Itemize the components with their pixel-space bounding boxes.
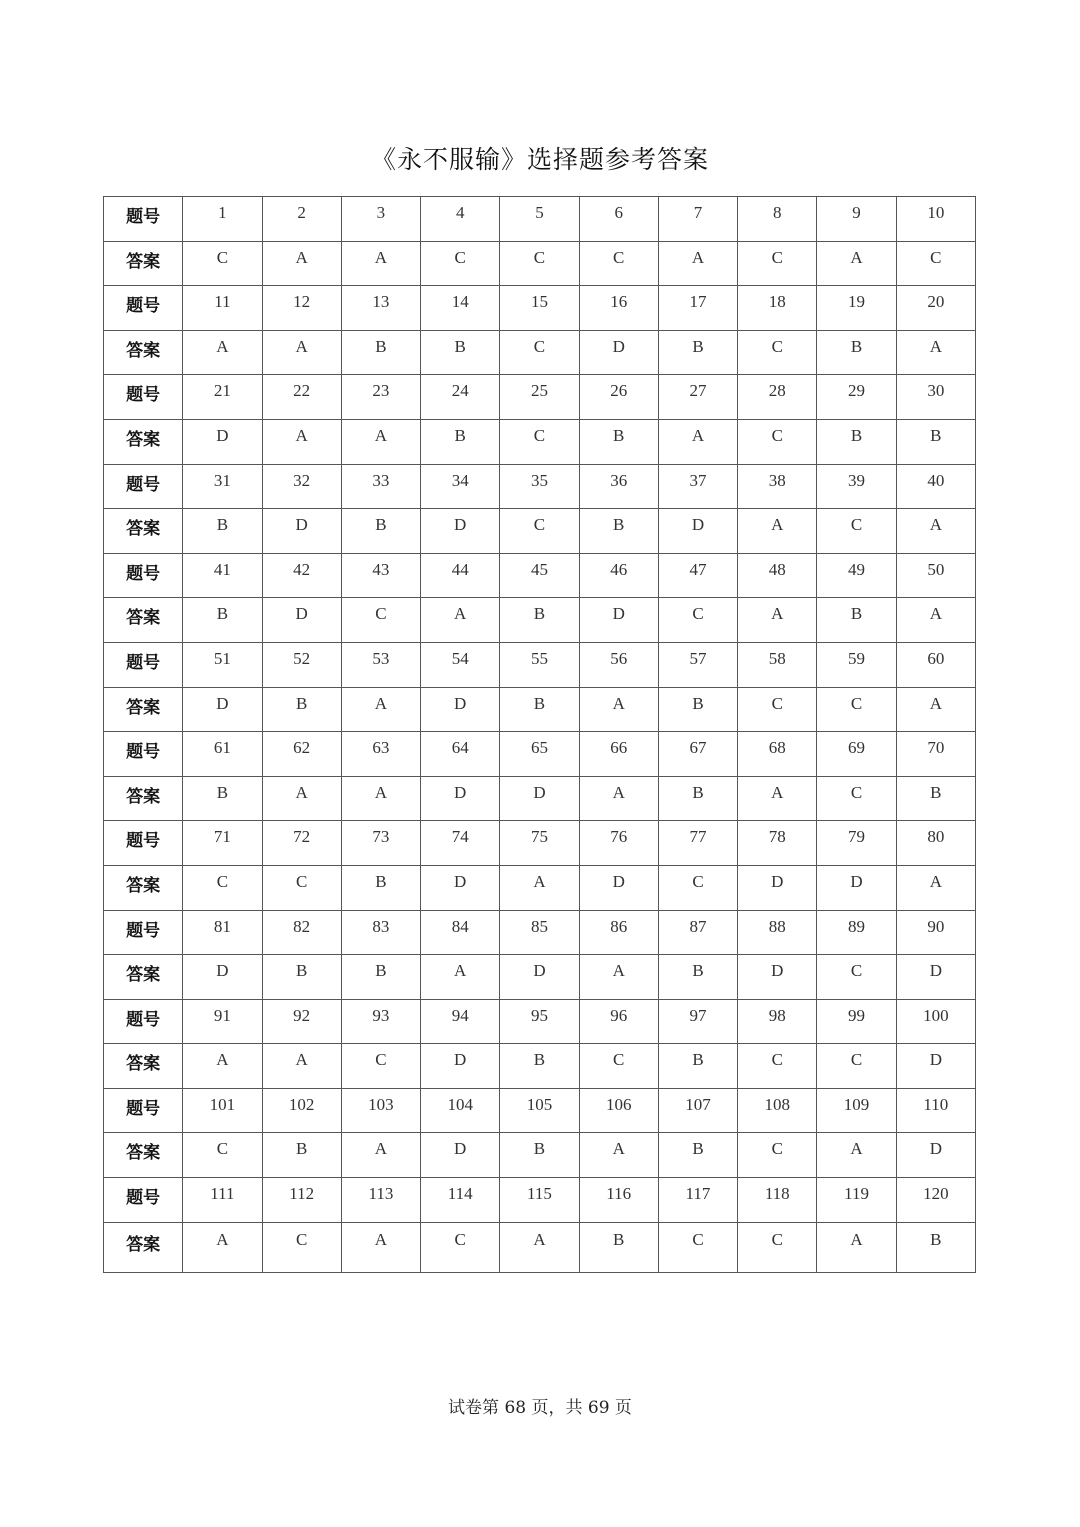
answer-cell: A (183, 330, 262, 375)
question-number-cell: 79 (817, 821, 896, 866)
question-number-cell: 84 (421, 910, 500, 955)
answer-cell: A (183, 1222, 262, 1272)
question-number-cell: 102 (262, 1088, 341, 1133)
question-number-cell: 1 (183, 197, 262, 242)
answer-cell: C (262, 865, 341, 910)
answer-cell: B (500, 687, 579, 732)
question-number-row (104, 553, 976, 598)
question-number-cell: 34 (421, 464, 500, 509)
answer-cell: A (579, 687, 658, 732)
answer-cell: A (421, 955, 500, 1000)
question-number-cell: 90 (896, 910, 975, 955)
question-number-cell: 119 (817, 1178, 896, 1223)
question-number-cell: 3 (341, 197, 420, 242)
answer-cell: A (896, 865, 975, 910)
answer-cell: A (341, 419, 420, 464)
question-number-cell: 73 (341, 821, 420, 866)
answer-cell: D (183, 955, 262, 1000)
question-number-cell: 47 (658, 553, 737, 598)
question-number-label: 题号 (104, 821, 183, 866)
answer-cell: C (500, 330, 579, 375)
question-number-cell: 76 (579, 821, 658, 866)
question-number-cell: 53 (341, 642, 420, 687)
question-number-cell: 29 (817, 375, 896, 420)
question-number-row (104, 821, 976, 866)
question-number-cell: 17 (658, 286, 737, 331)
question-number-cell: 95 (500, 999, 579, 1044)
question-number-cell: 111 (183, 1178, 262, 1223)
answer-cell: B (817, 419, 896, 464)
answer-cell: D (738, 865, 817, 910)
answer-cell: B (896, 776, 975, 821)
answer-label: 答案 (104, 419, 183, 464)
question-number-cell: 77 (658, 821, 737, 866)
question-number-row (104, 999, 976, 1044)
answer-cell: C (817, 1044, 896, 1089)
answer-cell: D (183, 419, 262, 464)
question-number-label: 题号 (104, 286, 183, 331)
answer-cell: B (817, 598, 896, 643)
question-number-cell: 28 (738, 375, 817, 420)
question-number-cell: 116 (579, 1178, 658, 1223)
question-number-cell: 42 (262, 553, 341, 598)
answer-cell: A (658, 419, 737, 464)
question-number-cell: 70 (896, 732, 975, 777)
question-number-cell: 2 (262, 197, 341, 242)
page-footer: 试卷第 68 页，共 69 页 (448, 1398, 632, 1418)
answer-label: 答案 (104, 509, 183, 554)
question-number-label: 题号 (104, 553, 183, 598)
question-number-cell: 114 (421, 1178, 500, 1223)
answer-cell: C (579, 241, 658, 286)
answer-cell: B (500, 1044, 579, 1089)
question-number-cell: 25 (500, 375, 579, 420)
question-number-cell: 27 (658, 375, 737, 420)
answer-cell: C (183, 865, 262, 910)
answer-cell: C (658, 1222, 737, 1272)
answer-cell: B (658, 1044, 737, 1089)
answer-cell: B (658, 330, 737, 375)
answer-label: 答案 (104, 1044, 183, 1089)
question-number-cell: 113 (341, 1178, 420, 1223)
answer-cell: B (896, 1222, 975, 1272)
answer-cell: A (896, 330, 975, 375)
question-number-cell: 46 (579, 553, 658, 598)
answer-cell: A (262, 241, 341, 286)
answer-label: 答案 (104, 955, 183, 1000)
answer-cell: C (738, 687, 817, 732)
answer-cell: D (579, 865, 658, 910)
answer-cell: C (341, 598, 420, 643)
answer-cell: C (341, 1044, 420, 1089)
answer-cell: D (658, 509, 737, 554)
question-number-cell: 9 (817, 197, 896, 242)
question-number-cell: 52 (262, 642, 341, 687)
question-number-cell: 82 (262, 910, 341, 955)
question-number-cell: 105 (500, 1088, 579, 1133)
answer-cell: D (738, 955, 817, 1000)
question-number-cell: 78 (738, 821, 817, 866)
answer-cell: A (817, 1222, 896, 1272)
answer-cell: A (262, 419, 341, 464)
answer-cell: B (817, 330, 896, 375)
question-number-cell: 56 (579, 642, 658, 687)
question-number-cell: 54 (421, 642, 500, 687)
answer-cell: A (817, 1133, 896, 1178)
answer-cell: A (896, 509, 975, 554)
question-number-cell: 20 (896, 286, 975, 331)
answer-cell: C (658, 598, 737, 643)
answer-cell: C (738, 1222, 817, 1272)
answer-cell: D (262, 598, 341, 643)
answer-cell: C (817, 776, 896, 821)
answer-cell: B (341, 330, 420, 375)
question-number-cell: 112 (262, 1178, 341, 1223)
answer-cell: C (183, 1133, 262, 1178)
answer-cell: B (579, 419, 658, 464)
question-number-cell: 103 (341, 1088, 420, 1133)
answer-cell: A (896, 598, 975, 643)
answer-cell: C (738, 1044, 817, 1089)
question-number-cell: 108 (738, 1088, 817, 1133)
answer-cell: C (421, 1222, 500, 1272)
question-number-cell: 4 (421, 197, 500, 242)
answer-row (104, 1133, 976, 1178)
answer-cell: C (500, 509, 579, 554)
question-number-cell: 67 (658, 732, 737, 777)
question-number-cell: 85 (500, 910, 579, 955)
question-number-row (104, 732, 976, 777)
answer-cell: D (421, 865, 500, 910)
question-number-row (104, 375, 976, 420)
answer-label: 答案 (104, 865, 183, 910)
question-number-cell: 31 (183, 464, 262, 509)
answer-cell: B (341, 509, 420, 554)
question-number-cell: 62 (262, 732, 341, 777)
answer-cell: C (500, 241, 579, 286)
question-number-cell: 6 (579, 197, 658, 242)
question-number-cell: 87 (658, 910, 737, 955)
answer-cell: A (341, 687, 420, 732)
question-number-cell: 57 (658, 642, 737, 687)
answer-cell: D (817, 865, 896, 910)
question-number-label: 题号 (104, 1088, 183, 1133)
answer-cell: B (421, 330, 500, 375)
question-number-cell: 97 (658, 999, 737, 1044)
question-number-cell: 120 (896, 1178, 975, 1223)
answer-cell: C (738, 241, 817, 286)
answer-cell: A (579, 776, 658, 821)
question-number-row (104, 1178, 976, 1223)
question-number-cell: 93 (341, 999, 420, 1044)
question-number-cell: 101 (183, 1088, 262, 1133)
question-number-cell: 39 (817, 464, 896, 509)
answer-cell: A (341, 1133, 420, 1178)
question-number-cell: 89 (817, 910, 896, 955)
answer-cell: A (341, 241, 420, 286)
answer-cell: A (500, 865, 579, 910)
question-number-cell: 92 (262, 999, 341, 1044)
answer-cell: A (738, 509, 817, 554)
question-number-cell: 15 (500, 286, 579, 331)
answer-row (104, 1044, 976, 1089)
answer-cell: C (896, 241, 975, 286)
answer-cell: C (738, 330, 817, 375)
question-number-cell: 64 (421, 732, 500, 777)
question-number-cell: 13 (341, 286, 420, 331)
answer-cell: A (500, 1222, 579, 1272)
answer-cell: A (262, 330, 341, 375)
answer-cell: A (183, 1044, 262, 1089)
answer-cell: A (817, 241, 896, 286)
question-number-cell: 16 (579, 286, 658, 331)
answer-cell: B (183, 776, 262, 821)
question-number-cell: 45 (500, 553, 579, 598)
question-number-cell: 69 (817, 732, 896, 777)
question-number-cell: 107 (658, 1088, 737, 1133)
answer-cell: D (421, 1133, 500, 1178)
answer-label: 答案 (104, 241, 183, 286)
answer-cell: D (500, 776, 579, 821)
answer-cell: D (579, 330, 658, 375)
question-number-cell: 88 (738, 910, 817, 955)
answer-row (104, 330, 976, 375)
answer-cell: B (262, 955, 341, 1000)
question-number-cell: 22 (262, 375, 341, 420)
question-number-cell: 104 (421, 1088, 500, 1133)
question-number-cell: 66 (579, 732, 658, 777)
answer-cell: B (896, 419, 975, 464)
question-number-cell: 99 (817, 999, 896, 1044)
answer-cell: D (262, 509, 341, 554)
answer-cell: B (183, 509, 262, 554)
answer-cell: A (262, 776, 341, 821)
question-number-cell: 86 (579, 910, 658, 955)
answer-cell: B (262, 687, 341, 732)
answer-cell: A (738, 776, 817, 821)
question-number-cell: 44 (421, 553, 500, 598)
question-number-cell: 117 (658, 1178, 737, 1223)
question-number-cell: 72 (262, 821, 341, 866)
question-number-cell: 32 (262, 464, 341, 509)
answer-label: 答案 (104, 1133, 183, 1178)
question-number-cell: 48 (738, 553, 817, 598)
question-number-cell: 19 (817, 286, 896, 331)
question-number-cell: 109 (817, 1088, 896, 1133)
answer-row (104, 776, 976, 821)
answer-cell: B (421, 419, 500, 464)
question-number-cell: 71 (183, 821, 262, 866)
question-number-cell: 80 (896, 821, 975, 866)
answer-cell: C (262, 1222, 341, 1272)
question-number-cell: 5 (500, 197, 579, 242)
answer-cell: B (341, 865, 420, 910)
answer-cell: D (896, 1044, 975, 1089)
answer-cell: B (341, 955, 420, 1000)
answer-cell: C (183, 241, 262, 286)
answer-row (104, 241, 976, 286)
question-number-row (104, 464, 976, 509)
question-number-row (104, 197, 976, 242)
question-number-cell: 61 (183, 732, 262, 777)
answer-cell: B (658, 687, 737, 732)
answer-cell: A (658, 241, 737, 286)
answer-row (104, 955, 976, 1000)
answer-label: 答案 (104, 776, 183, 821)
answer-cell: C (817, 687, 896, 732)
question-number-cell: 100 (896, 999, 975, 1044)
question-number-cell: 59 (817, 642, 896, 687)
question-number-cell: 37 (658, 464, 737, 509)
question-number-row (104, 910, 976, 955)
answer-cell: C (421, 241, 500, 286)
answer-cell: D (896, 1133, 975, 1178)
question-number-cell: 10 (896, 197, 975, 242)
question-number-cell: 43 (341, 553, 420, 598)
answer-cell: B (183, 598, 262, 643)
answer-cell: D (183, 687, 262, 732)
answer-cell: B (579, 1222, 658, 1272)
answer-cell: B (658, 1133, 737, 1178)
question-number-cell: 35 (500, 464, 579, 509)
answer-label: 答案 (104, 330, 183, 375)
question-number-cell: 11 (183, 286, 262, 331)
answer-cell: A (341, 1222, 420, 1272)
question-number-cell: 55 (500, 642, 579, 687)
answer-cell: D (579, 598, 658, 643)
question-number-cell: 118 (738, 1178, 817, 1223)
question-number-cell: 106 (579, 1088, 658, 1133)
question-number-cell: 50 (896, 553, 975, 598)
question-number-cell: 75 (500, 821, 579, 866)
answer-cell: C (579, 1044, 658, 1089)
question-number-row (104, 1088, 976, 1133)
answer-cell: C (500, 419, 579, 464)
question-number-cell: 24 (421, 375, 500, 420)
answer-label: 答案 (104, 598, 183, 643)
question-number-label: 题号 (104, 642, 183, 687)
answer-cell: A (579, 1133, 658, 1178)
question-number-cell: 38 (738, 464, 817, 509)
answer-table (103, 196, 976, 1273)
question-number-cell: 60 (896, 642, 975, 687)
answer-cell: C (817, 509, 896, 554)
answer-cell: C (658, 865, 737, 910)
question-number-cell: 30 (896, 375, 975, 420)
answer-cell: C (738, 1133, 817, 1178)
question-number-cell: 33 (341, 464, 420, 509)
answer-cell: A (262, 1044, 341, 1089)
question-number-cell: 40 (896, 464, 975, 509)
question-number-cell: 21 (183, 375, 262, 420)
answer-cell: D (421, 776, 500, 821)
question-number-cell: 23 (341, 375, 420, 420)
answer-row (104, 598, 976, 643)
answer-cell: D (421, 1044, 500, 1089)
answer-cell: A (341, 776, 420, 821)
question-number-cell: 68 (738, 732, 817, 777)
answer-cell: A (738, 598, 817, 643)
answer-cell: B (579, 509, 658, 554)
question-number-cell: 18 (738, 286, 817, 331)
answer-cell: B (658, 955, 737, 1000)
answer-cell: C (817, 955, 896, 1000)
question-number-cell: 49 (817, 553, 896, 598)
question-number-cell: 8 (738, 197, 817, 242)
answer-cell: A (579, 955, 658, 1000)
question-number-row (104, 642, 976, 687)
page-title: 《永不服输》选择题参考答案 (370, 145, 709, 174)
answer-row (104, 509, 976, 554)
question-number-label: 题号 (104, 375, 183, 420)
question-number-label: 题号 (104, 197, 183, 242)
question-number-cell: 41 (183, 553, 262, 598)
answer-row (104, 419, 976, 464)
answer-row (104, 687, 976, 732)
question-number-cell: 110 (896, 1088, 975, 1133)
answer-cell: B (262, 1133, 341, 1178)
answer-cell: D (421, 687, 500, 732)
question-number-cell: 14 (421, 286, 500, 331)
question-number-cell: 63 (341, 732, 420, 777)
question-number-label: 题号 (104, 910, 183, 955)
answer-label: 答案 (104, 1222, 183, 1272)
question-number-cell: 12 (262, 286, 341, 331)
question-number-label: 题号 (104, 999, 183, 1044)
question-number-cell: 58 (738, 642, 817, 687)
question-number-cell: 96 (579, 999, 658, 1044)
answer-cell: B (500, 598, 579, 643)
question-number-cell: 81 (183, 910, 262, 955)
answer-cell: C (738, 419, 817, 464)
answer-row (104, 865, 976, 910)
question-number-cell: 65 (500, 732, 579, 777)
answer-row (104, 1222, 976, 1272)
question-number-label: 题号 (104, 464, 183, 509)
answer-cell: A (421, 598, 500, 643)
answer-cell: D (500, 955, 579, 1000)
question-number-label: 题号 (104, 732, 183, 777)
question-number-row (104, 286, 976, 331)
answer-cell: D (421, 509, 500, 554)
answer-label: 答案 (104, 687, 183, 732)
question-number-cell: 83 (341, 910, 420, 955)
answer-cell: B (500, 1133, 579, 1178)
question-number-cell: 98 (738, 999, 817, 1044)
question-number-label: 题号 (104, 1178, 183, 1223)
answer-cell: D (896, 955, 975, 1000)
question-number-cell: 51 (183, 642, 262, 687)
question-number-cell: 91 (183, 999, 262, 1044)
question-number-cell: 115 (500, 1178, 579, 1223)
answer-cell: A (896, 687, 975, 732)
question-number-cell: 94 (421, 999, 500, 1044)
question-number-cell: 26 (579, 375, 658, 420)
question-number-cell: 36 (579, 464, 658, 509)
answer-cell: B (658, 776, 737, 821)
question-number-cell: 74 (421, 821, 500, 866)
question-number-cell: 7 (658, 197, 737, 242)
answer-table-body (104, 197, 976, 1273)
